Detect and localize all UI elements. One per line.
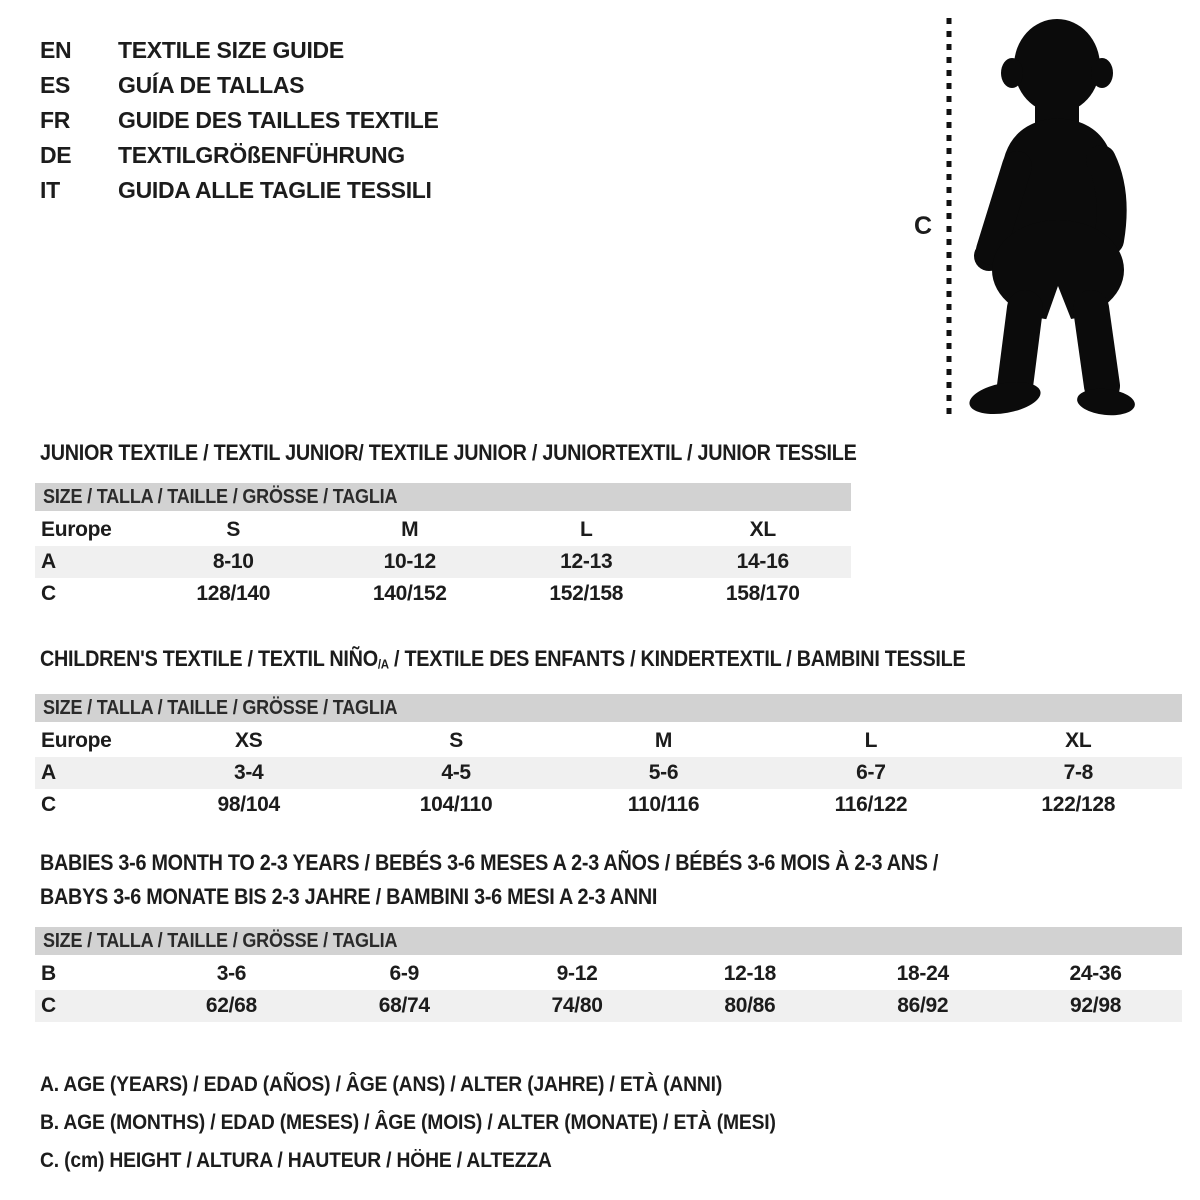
row-label: Europe xyxy=(41,518,112,541)
size-table-header xyxy=(35,483,851,511)
cell: 10-12 xyxy=(383,550,436,573)
section-title xyxy=(40,846,1182,914)
cell: XL xyxy=(1065,729,1092,753)
section-babies xyxy=(35,846,1182,1022)
language-code: ES xyxy=(40,72,71,98)
table-row xyxy=(35,546,851,578)
size-table xyxy=(35,694,1182,821)
height-measure-label: C xyxy=(914,212,933,240)
cell: 24-36 xyxy=(1069,962,1122,985)
cell: 68/74 xyxy=(378,994,430,1017)
language-title: TEXTILE SIZE GUIDE xyxy=(118,37,344,63)
legend-line: A. AGE (YEARS) / EDAD (AÑOS) / ÂGE (ANS) / ALTER (JAHRE) / ETÀ (ANNI) xyxy=(40,1073,723,1096)
language-row xyxy=(40,33,439,68)
size-table xyxy=(35,927,1182,1022)
cell: M xyxy=(654,729,673,753)
section-junior xyxy=(35,436,857,610)
row-label: C xyxy=(41,582,56,605)
section-title-line xyxy=(40,436,857,470)
row-label: C xyxy=(41,793,56,817)
title-text: / TEXTILE DES ENFANTS / KINDERTEXTIL / BAMBINI TESSILE xyxy=(388,646,966,671)
size-table-header-text: SIZE / TALLA / TAILLE / GRÖSSE / TAGLIA xyxy=(43,696,398,719)
table-row xyxy=(35,514,851,546)
section-title-line xyxy=(40,880,1068,914)
language-title: GUÍA DE TALLAS xyxy=(118,72,305,98)
cell: L xyxy=(864,729,878,753)
table-row xyxy=(35,990,1182,1022)
cell: 122/128 xyxy=(1041,793,1116,817)
cell: 104/110 xyxy=(419,793,493,817)
cell: 158/170 xyxy=(725,582,800,605)
section-title-line xyxy=(40,846,1068,880)
cell: 12-18 xyxy=(723,962,777,985)
table-row xyxy=(35,725,1182,757)
cell: 116/122 xyxy=(834,793,908,817)
cell: 152/158 xyxy=(549,582,624,605)
cell: 4-5 xyxy=(441,761,471,785)
cell: 3-4 xyxy=(233,761,264,785)
row-label: B xyxy=(41,962,56,985)
row-label: A xyxy=(41,761,56,785)
height-figure xyxy=(880,10,1180,425)
cell: 8-10 xyxy=(212,550,254,573)
size-table xyxy=(35,483,851,610)
cell: S xyxy=(226,518,241,541)
cell: 92/98 xyxy=(1070,994,1122,1017)
cell: 140/152 xyxy=(372,582,447,605)
language-code: FR xyxy=(40,107,71,133)
cell: 98/104 xyxy=(217,793,280,817)
section-title-line xyxy=(40,642,1068,681)
cell: 80/86 xyxy=(724,994,776,1017)
cell: 110/116 xyxy=(627,793,700,817)
language-title: TEXTILGRÖßENFÜHRUNG xyxy=(118,142,405,168)
row-label: A xyxy=(41,550,56,573)
title-text: /A xyxy=(377,656,389,672)
title-text: BABYS 3-6 MONATE BIS 2-3 JAHRE / BAMBINI 3-6 MESI A 2-3 ANNI xyxy=(40,884,658,909)
cell: 74/80 xyxy=(551,994,603,1017)
language-row xyxy=(40,103,439,138)
cell: 12-13 xyxy=(560,550,613,573)
title-text: CHILDREN'S TEXTILE / TEXTIL NIÑO xyxy=(40,646,378,671)
size-table-header xyxy=(35,694,1182,722)
cell: 7-8 xyxy=(1063,761,1094,785)
cell: 14-16 xyxy=(736,550,789,573)
language-row xyxy=(40,138,439,173)
section-title xyxy=(40,642,1182,681)
cell: 9-12 xyxy=(556,962,598,985)
cell: M xyxy=(401,518,419,541)
size-table-header-text: SIZE / TALLA / TAILLE / GRÖSSE / TAGLIA xyxy=(43,485,398,508)
baby-silhouette xyxy=(965,18,1140,418)
table-row xyxy=(35,789,1182,821)
row-label: Europe xyxy=(41,729,112,753)
cell: S xyxy=(449,729,463,753)
cell: 3-6 xyxy=(216,962,247,985)
language-code: DE xyxy=(40,142,72,168)
cell: 86/92 xyxy=(897,994,949,1017)
cell: XL xyxy=(749,518,776,541)
cell: 128/140 xyxy=(196,582,271,605)
language-code: EN xyxy=(40,37,72,63)
cell: 5-6 xyxy=(648,761,679,785)
legend-line: C. (cm) HEIGHT / ALTURA / HAUTEUR / HÖHE / ALTEZZA xyxy=(40,1149,552,1172)
cell: 6-7 xyxy=(856,761,886,785)
language-title: GUIDE DES TAILLES TEXTILE xyxy=(118,107,439,133)
language-guide xyxy=(40,33,439,208)
legend-line: B. AGE (MONTHS) / EDAD (MESES) / ÂGE (MOIS) / ALTER (MONATE) / ETÀ (MESI) xyxy=(40,1111,776,1134)
language-row xyxy=(40,173,439,208)
size-table-header-text: SIZE / TALLA / TAILLE / GRÖSSE / TAGLIA xyxy=(43,929,398,952)
height-measure-line xyxy=(946,18,952,418)
cell: 6-9 xyxy=(389,962,419,985)
cell: 62/68 xyxy=(205,994,257,1017)
table-row xyxy=(35,958,1182,990)
row-label: C xyxy=(41,994,56,1017)
legend xyxy=(40,1066,840,1180)
cell: L xyxy=(579,518,593,541)
size-table-header xyxy=(35,927,1182,955)
section-title xyxy=(40,436,857,470)
language-title: GUIDA ALLE TAGLIE TESSILI xyxy=(118,177,432,203)
cell: 18-24 xyxy=(896,962,949,985)
table-row xyxy=(35,578,851,610)
cell: XS xyxy=(234,729,263,753)
title-text: BABIES 3-6 MONTH TO 2-3 YEARS / BEBÉS 3-6 MESES A 2-3 AÑOS / BÉBÉS 3-6 MOIS À 2-3 ANS / xyxy=(40,850,939,875)
language-row xyxy=(40,68,439,103)
title-text: JUNIOR TEXTILE / TEXTIL JUNIOR/ TEXTILE JUNIOR / JUNIORTEXTIL / JUNIOR TESSILE xyxy=(40,440,857,465)
language-code: IT xyxy=(40,177,60,203)
table-row xyxy=(35,757,1182,789)
section-children xyxy=(35,642,1182,821)
